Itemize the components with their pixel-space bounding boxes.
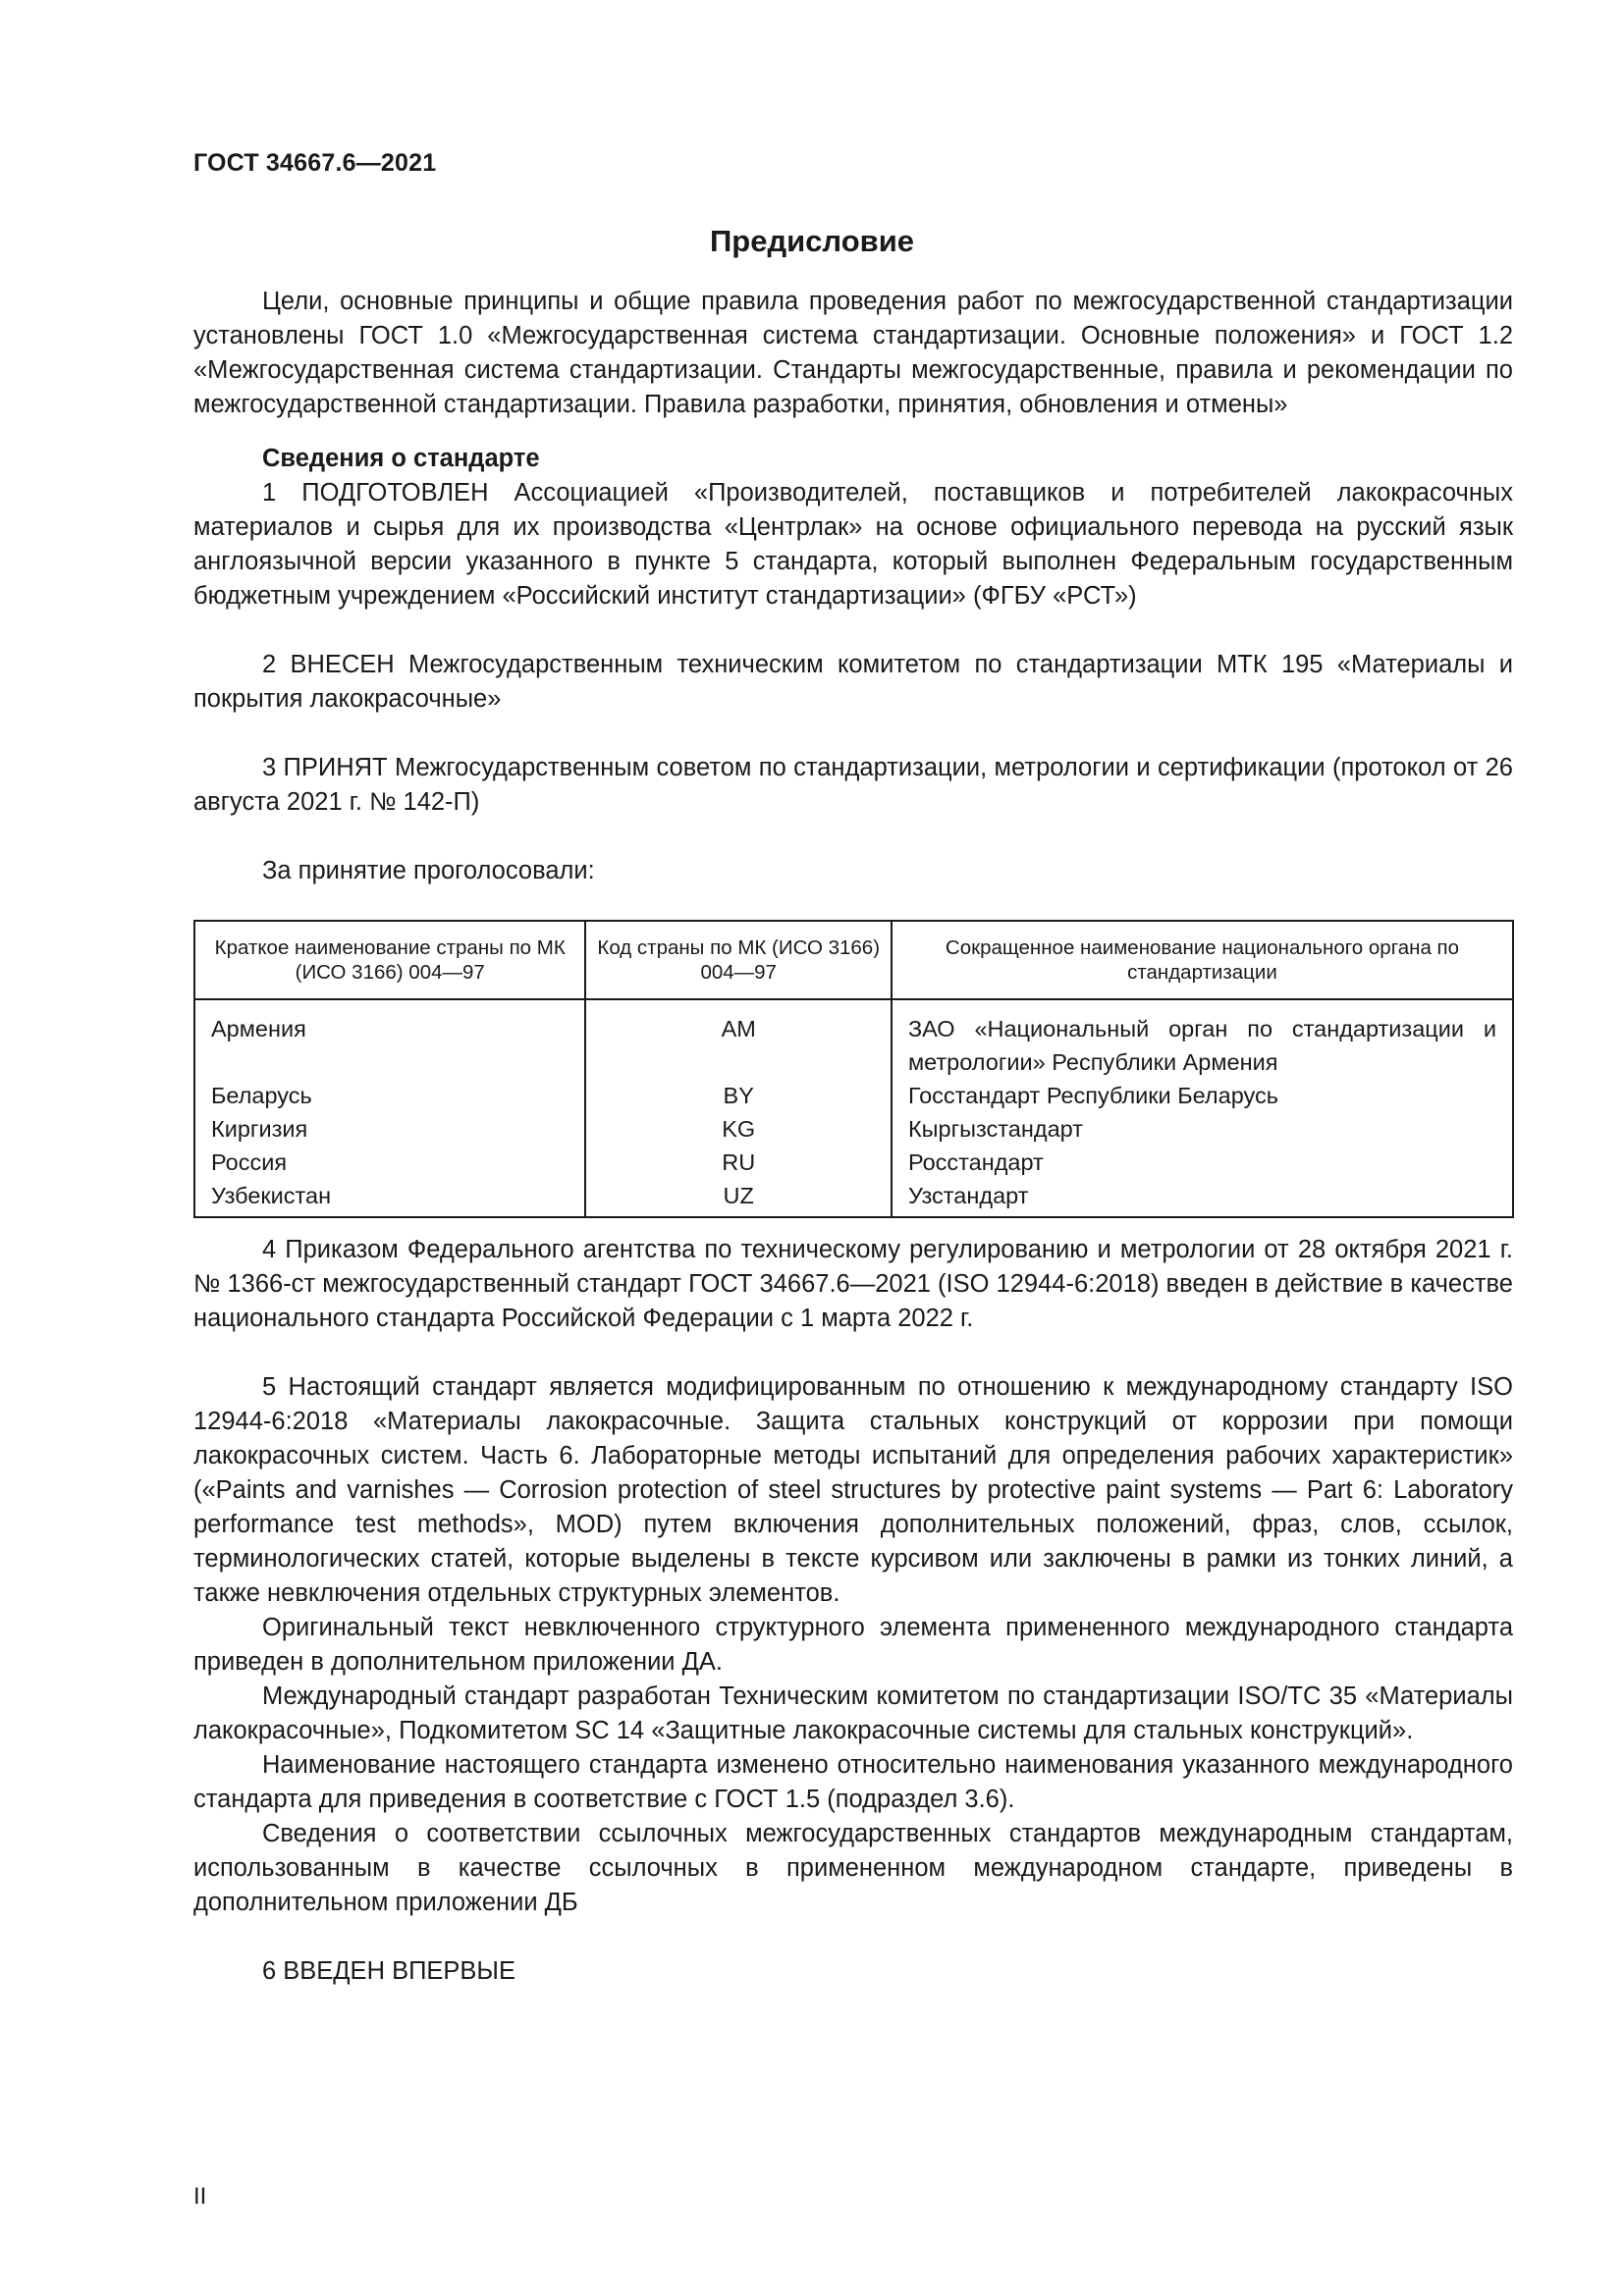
country-cell: Армения [194, 999, 585, 1079]
intro-section [193, 285, 1513, 888]
item-5-developer-note: Международный стандарт разработан Техническим комитетом по стандартизации ISO/TC 35 «Материалы лакокрасочные», Подкомитетом SC 14 «Защитные лакокрасочные системы для стальных конструкций». [193, 1682, 1513, 1744]
country-cell: Беларусь [194, 1079, 585, 1112]
table-row [194, 1079, 1513, 1112]
table-row [194, 1179, 1513, 1217]
org-cell: Госстандарт Республики Беларусь [892, 1079, 1513, 1112]
header-national-body: Сокращенное наименование национального органа по стандартизации [892, 921, 1513, 999]
table-header-row [194, 921, 1513, 999]
table-row [194, 1146, 1513, 1179]
org-cell: ЗАО «Национальный орган по стандартизации и метрологии» Республики Армения [892, 999, 1513, 1079]
item-1-prepared: 1 ПОДГОТОВЛЕН Ассоциацией «Производителей, поставщиков и потребителей лакокрасочных материалов и сырья для их производства «Центрлак» на основе официального перевода на русский язык англоязычной версии указанного в пункте 5 стандарта, который выполнен Федеральным государственным бюджетным учреждением «Российский институт стандартизации» (ФГБУ «РСТ») [193, 479, 1513, 610]
item-2-submitted: 2 ВНЕСЕН Межгосударственным техническим комитетом по стандартизации МТК 195 «Материалы и покрытия лакокрасочные» [193, 651, 1513, 713]
item-5-modification: 5 Настоящий стандарт является модифицированным по отношению к международному стандарту ISO 12944-6:2018 «Материалы лакокрасочные. Защита стальных конструкций от коррозии при помощи лакокрасочных систем. Часть 6. Лабораторные методы испытаний для определения рабочих характеристик» («Paints and varnishes — Corrosion protection of steel structures by protective paint systems — Part 6: Laboratory performance test methods», MOD) путем включения дополнительных положений, фраз, слов, ссылок, терминологических статей, которые выделены в тексте курсивом или заключены в рамки из тонких линий, а также невключения отдельных структурных элементов. [193, 1373, 1513, 1607]
code-cell: AM [585, 999, 891, 1079]
item-4-order: 4 Приказом Федерального агентства по техническому регулированию и метрологии от 28 октября 2021 г. № 1366-ст межгосударственный стандарт ГОСТ 34667.6—2021 (ISO 12944-6:2018) введен в действие в качестве национального стандарта Российской Федерации с 1 марта 2022 г. [193, 1236, 1513, 1332]
code-cell: RU [585, 1146, 891, 1179]
header-country-name: Краткое наименование страны по МК (ИСО 3166) 004—97 [194, 921, 585, 999]
standard-info-subheading: Сведения о стандарте [262, 445, 540, 472]
voted-label: За принятие проголосовали: [262, 857, 595, 884]
implementation-section [193, 1233, 1513, 1989]
org-cell: Кыргызстандарт [892, 1112, 1513, 1146]
org-cell: Росстандарт [892, 1146, 1513, 1179]
page-number: II [193, 2183, 207, 2210]
code-cell: KG [585, 1112, 891, 1146]
code-cell: BY [585, 1079, 891, 1112]
table-row [194, 999, 1513, 1079]
table-row [194, 1112, 1513, 1146]
item-5-original-text-note: Оригинальный текст невключенного структурного элемента примененного международного стандарта приведен в дополнительном приложении ДА. [193, 1614, 1513, 1676]
standard-code-header: ГОСТ 34667.6—2021 [193, 149, 437, 177]
item-5-title-change-note: Наименование настоящего стандарта изменено относительно наименования указанного международного стандарта для приведения в соответствие с ГОСТ 1.5 (подраздел 3.6). [193, 1751, 1513, 1813]
page-title: Предисловие [709, 224, 914, 258]
code-cell: UZ [585, 1179, 891, 1217]
voting-table [193, 920, 1514, 1218]
country-cell: Россия [194, 1146, 585, 1179]
item-6-first-introduced: 6 ВВЕДЕН ВПЕРВЫЕ [262, 1957, 516, 1985]
org-cell: Узстандарт [892, 1179, 1513, 1217]
item-3-adopted: 3 ПРИНЯТ Межгосударственным советом по стандартизации, метрологии и сертификации (протокол от 26 августа 2021 г. № 142-П) [193, 754, 1513, 816]
intro-paragraph: Цели, основные принципы и общие правила проведения работ по межгосударственной стандартизации установлены ГОСТ 1.0 «Межгосударственная система стандартизации. Основные положения» и ГОСТ 1.2 «Межгосударственная система стандартизации. Стандарты межгосударственные, правила и рекомендации по межгосударственной стандартизации. Правила разработки, принятия, обновления и отмены» [193, 288, 1513, 418]
country-cell: Киргизия [194, 1112, 585, 1146]
header-country-code: Код страны по МК (ИСО 3166) 004—97 [585, 921, 891, 999]
country-cell: Узбекистан [194, 1179, 585, 1217]
item-5-references-note: Сведения о соответствии ссылочных межгосударственных стандартов международным стандартам, использованным в качестве ссылочных в примененном международном стандарте, приведены в дополнительном приложении ДБ [193, 1820, 1513, 1916]
